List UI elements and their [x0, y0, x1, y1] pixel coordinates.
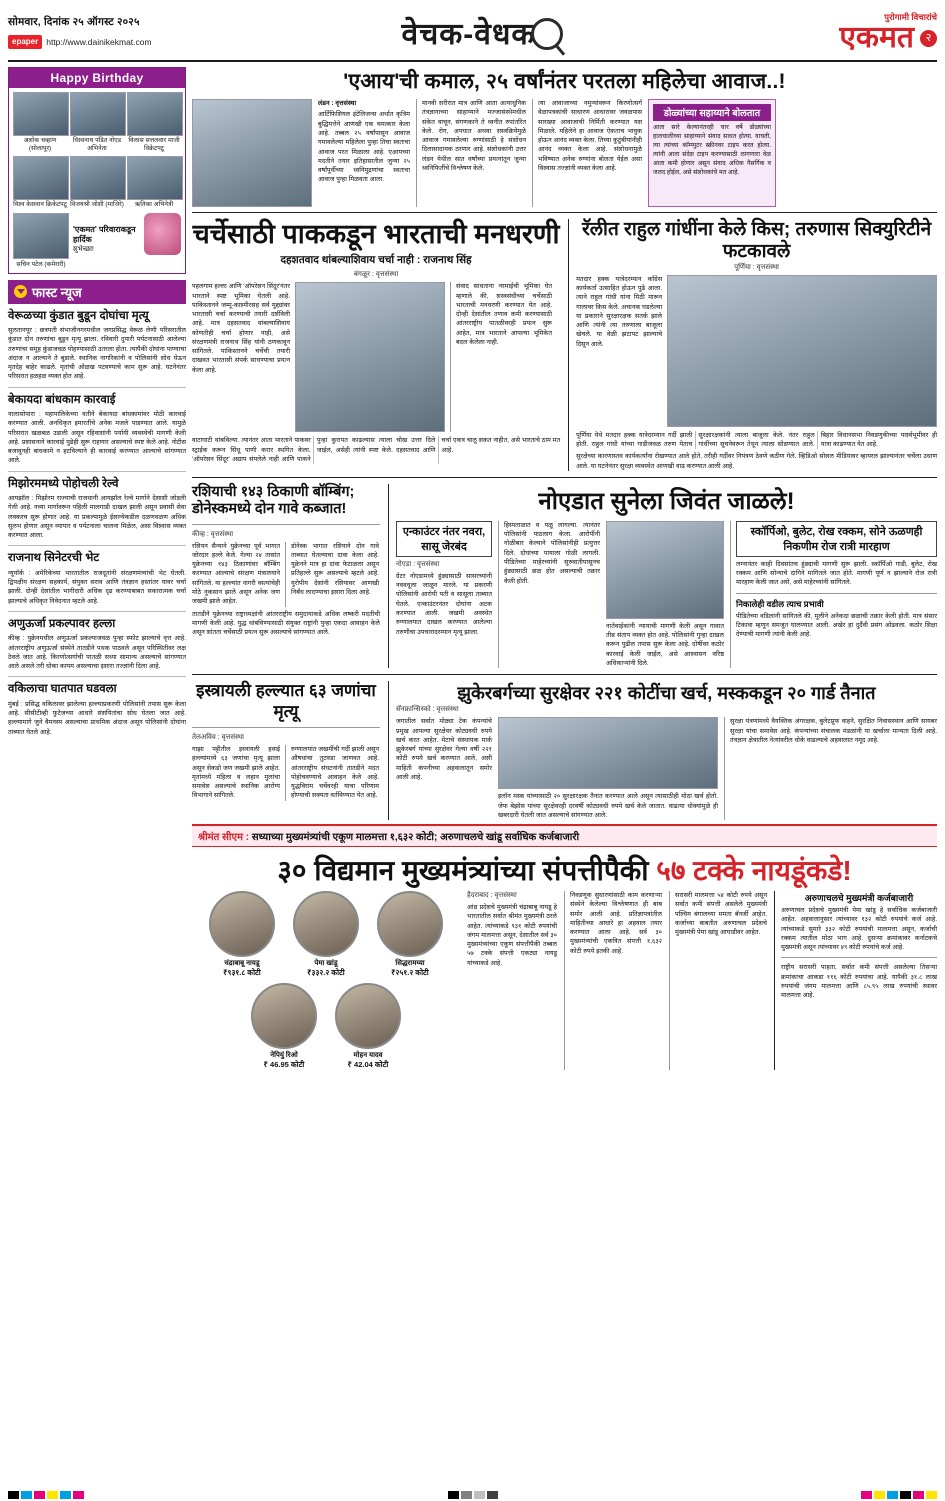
lead-sidebar-body: आता सारे केल्यानंतरही चार वर्षे डोळ्यांच्या हालचालीच्या साहाय्याने संवाद साधत होत्या. वाचती, त्या त्यांच्या कॉम्प्युटर स्क्रीनवर टाइप करत होत्या. त्यांनी आता संदेश टाइप करण्यासाठी लागणारा वेळ आता कमी होणार असून संवाद अधिक नैसर्गिक व जलद होईल, असे संशोधकांचे मत आहे.: [653, 124, 771, 176]
person-name: ऋतिका अभिनेत्री: [134, 200, 174, 208]
article-pakistan[interactable]: [192, 219, 560, 471]
happy-birthday-box: [8, 67, 186, 274]
lead-col-2: मानवी शरीरात मात्र आणि आता अत्याधुनिक तंत्रज्ञानाच्या साहाय्याने मज्जासंस्थेमधील संकेत वाचून, संगणकाने ते ध्वनीत रुपांतरित केले. रोग, अपघात अथवा शस्त्रक्रियेमुळे आवाज गमावलेल्या रुग्णांसाठी हे संशोधन दिलासादायक ठरणार आहे. संशोधकांनी उत्तर लंडन येथील सात वर्षांच्या प्रयत्नांतून जुन्या ध्वनिफितींचे विश्लेषण केले.: [416, 99, 526, 207]
fast-news-heading: फास्ट न्यूज: [32, 284, 82, 300]
left-column: [8, 67, 186, 1447]
rally-photo: [667, 275, 937, 427]
person-name: विश्वनाथ पंडित नोएड अभिनेता: [72, 137, 122, 152]
avatar: [209, 891, 275, 957]
zuck-dateline: सॅनफ्रान्सिस्को : वृत्तसंस्था: [396, 706, 459, 714]
leader-card[interactable]: [203, 891, 281, 978]
pak-text-3: संवाद साधताना नरमाईची भूमिका घेत म्हणाले की, शस्त्रसंधीच्या चर्चेसाठी भारताची मनधरणी करण्यात येत आहे. दोन्ही देशांतील तणाव कमी करण्यासाठी आंतरराष्ट्रीय पातळीवरही प्रयत्न सुरू आहेत, मात्र भारताने आपल्या भूमिकेत बदल केलेला नाही.: [450, 282, 552, 432]
avatar: [335, 983, 401, 1049]
leader-card[interactable]: [287, 891, 365, 978]
article-russia[interactable]: [192, 484, 380, 668]
masthead: [8, 6, 937, 62]
person-photo: [13, 156, 69, 200]
section-title-part1: वेचक: [401, 17, 464, 51]
brand-tagline: पुरोगामी विचारांचे: [884, 11, 937, 22]
list-item[interactable]: [8, 546, 186, 612]
news-title: वेरूळच्या कुंडात बुडून दोघांचा मृत्यू: [8, 309, 149, 322]
news-title: राजनाथ सिनेटरची भेट: [8, 552, 100, 565]
zuck-text-3: सुरक्षा यंत्रणांमध्ये वैयक्तिक अंगरक्षक, बुलेटप्रूफ वाहने, सुरक्षित निवासस्थान आणि सायबर सुरक्षा यांचा समावेश आहे. कंपन्यांच्या संचालक मंडळांनी या खर्चाला मान्यता दिली आहे. तंत्रज्ञान क्षेत्रातील नेत्यांवरील धोके वाढल्याचे अहवालात नमूद आहे.: [724, 717, 937, 820]
leader-name: मोहन यादव: [353, 1052, 383, 1060]
birthday-person: [13, 156, 67, 209]
leader-name: पेमा खांडू: [314, 960, 338, 968]
section-title-part2: -वेधक: [463, 17, 536, 51]
lead-photo: [192, 99, 312, 207]
article-chief-ministers[interactable]: [192, 847, 937, 1070]
person-name: सचिन पटेल (कमेरारी): [16, 260, 66, 268]
leader-amount: ₹ 46.95 कोटी: [263, 1060, 305, 1070]
cm-side-title: अरुणाचलचे मुख्यमंत्री कर्जबाजारी: [804, 893, 914, 904]
article-rally[interactable]: [568, 219, 937, 471]
lead-sidebar-title: डोळ्यांच्या सहाय्याने बोलतात: [653, 104, 771, 121]
person-name: अशोक चव्हाण (सोलापूर): [23, 137, 57, 152]
noida-text-1: ग्रेटर नोएडामध्ये हुंड्यासाठी सासरच्यांनी नववधूला जाळून मारले. या प्रकरणी पोलिसांनी आरोपी पती व सासूला ताब्यात घेतले. एन्काउंटरनंतर दोघांना अटक करण्यात आली. जखमी अवस्थेत रुग्णालयात दाखल करण्यात आलेल्या तरुणीचा उपचारादरम्यान मृत्यू झाला.: [396, 572, 492, 636]
rally-text-3: सुरक्षेच्या कारणास्तव कार्यकर्त्यांना रोखण्यात आले होते, तरीही गर्दीवर नियंत्रण ठेवणे कठीण गेले. व्हिडिओ सोशल मीडियावर व्हायरल झाल्यानंतर चर्चेला उधाण आले. या घटनेनंतर सुरक्षा व्यवस्थेत आणखी वाढ करण्यात आली आहे.: [576, 453, 937, 470]
masthead-brand: [747, 12, 937, 53]
cm-headline-part2: ५७ टक्के नायडूंकडे!: [656, 855, 852, 887]
leader-amount: ₹२५१.२ कोटी: [391, 968, 429, 978]
pak-subhead: दहशतवाद थांबल्याशिवाय चर्चा नाही : राजनाथ सिंह: [280, 254, 472, 267]
masthead-left: [8, 15, 218, 49]
israel-text-2: रुग्णालयांत जखमींची गर्दी झाली असून औषधांचा तुटवडा जाणवत आहे. आंतरराष्ट्रीय संघटनांनी तातडीने मदत पोहोचवण्याचे आवाहन केले आहे. युद्धविराम चर्चेवरही याचा परिणाम होण्याची शक्यता वर्तविण्यात येत आहे.: [285, 745, 379, 801]
news-body: सुलतानपूर : छत्रपती संभाजीनगरमधील जगप्रसिद्ध वेरूळ लेणी परिसरातील कुंडात दोन तरुणांचा बुडून मृत्यू झाला. रविवारी दुपारी पर्यटनासाठी आलेल्या तरुणांचा समूह कुंडाजवळ पोहण्यासाठी उतरला होता. त्यापैकी दोघांना पाण्याचा अंदाज न आल्याने ते बुडाले. स्थानिक नागरिकांनी व पोलिसांनी शोध घेऊन मृतदेह बाहेर काढले. मृतांची ओळख पटवण्याचे काम सुरू आहे. घटनेनंतर परिसरात हळहळ व्यक्त होत आहे.: [8, 326, 186, 381]
russia-dateline: कीव्ह : वृत्तसंस्था: [192, 530, 234, 538]
noida-headline: नोएडात सुनेला जिवंत जाळले!: [538, 487, 795, 515]
leader-amount: ₹९३१.८ कोटी: [223, 968, 261, 978]
main-column: [192, 67, 937, 1447]
cm-leader-row-2: [192, 983, 460, 1070]
lead-col-1: [318, 99, 410, 207]
zuck-photo: [498, 717, 718, 789]
news-body: मुंबई : प्रसिद्ध वकिलावर झालेल्या हल्ल्याप्रकरणी पोलिसांनी तपास सुरू केला आहे. सीसीटीव्ही फुटेजच्या आधारे संशयितांचा शोध घेतला जात आहे. हल्ल्यामागे जुने वैमनस्य असल्याचा प्राथमिक अंदाज असून पोलिसांनी दोघांना ताब्यात घेतले आहे.: [8, 700, 186, 736]
birthday-wish-line2: शुभेच्छा!: [73, 246, 94, 254]
lead-article[interactable]: [192, 67, 937, 213]
happy-birthday-heading: Happy Birthday: [9, 68, 185, 88]
cm-dateline: हैदराबाद : वृत्तसंस्था: [467, 892, 517, 900]
noida-text-3: नातेवाईकांनी न्यायाची मागणी केली असून गावात तीव्र संताप व्यक्त होत आहे. पोलिसांनी गुन्हा दाखल करून पुढील तपास सुरू केला आहे. दोषींवर कठोर कारवाई केली जाईल, असे आश्वासन वरिष्ठ अधिकाऱ्यांनी दिले.: [606, 622, 724, 667]
cm-banner-text: सध्याच्या मुख्यमंत्र्यांची एकूण मालमत्ता १,६३२ कोटी; अरुणाचलचे खांडू सर्वाधिक कर्जबाजारी: [251, 832, 580, 844]
pak-headline: चर्चेसाठी पाककडून भारताची मनधरणी: [192, 219, 560, 249]
cm-banner-label: श्रीमंत सीएम :: [198, 832, 250, 844]
noida-subbox: एन्काउंटर नंतर नवरा, सासू जेरबंद: [396, 521, 492, 557]
israel-text-1: गाझा पट्टीतील इस्त्रायली हवाई हल्ल्यांमध्ये ६३ जणांचा मृत्यू झाला असून शेकडो जण जखमी झाले आहेत. मृतांमध्ये महिला व लहान मुलांचा समावेश असल्याचे स्थानिक आरोग्य विभागाने सांगितले.: [192, 746, 280, 800]
rally-text-1: मतदार हक्क यात्रेदरम्यान काँग्रेस कार्यकर्ता उत्साहित होऊन पुढे आला. त्याने राहुल गांधी यांना मिठी मारून गालावर किस केले. अचानक घडलेल्या या प्रकाराने सुरक्षारक्षक सतर्क झाले आणि त्यांनी त्या तरुणाला बाजूला खेचले. या वेळी झटापट झाल्याचे दिसून आले.: [576, 275, 663, 348]
noida-side-body-2: पीडितेच्या वडिलांनी सांगितले की, मुलीने अनेकदा छळाची तक्रार केली होती. मात्र संसार टिकावा म्हणून समजूत घालण्यात आली. अखेर हा दुर्दैवी प्रसंग ओढवला. कठोर शिक्षा देण्याची मागणी त्यांनी केली आहे.: [736, 612, 937, 639]
birthday-wish-line1: 'एकमत' परिवाराकडून हार्दिक: [73, 224, 136, 244]
russia-text-1: रशियन सैन्याने युक्रेनच्या पूर्व भागात जोरदार हल्ले केले. गेल्या २४ तासांत युक्रेनच्या १४३ ठिकाणांवर बॉम्बिंग करण्यात आल्याचे संरक्षण मंत्रालयाने सांगितले. या हल्ल्यांत नागरी वस्त्यांचेही मोठे नुकसान झाले असून अनेक जण जखमी झाले आहेत.: [192, 542, 280, 606]
cm-text-2: निवडणूक सुधारणांसाठी काम करणाऱ्या संस्थेने केलेल्या विश्लेषणात ही बाब समोर आली आहे. प्रतिज्ञापत्रांतील माहितीच्या आधारे हा अहवाल तयार करण्यात आला आहे. सर्व ३० मुख्यमंत्र्यांची एकत्रित संपत्ती १,६३२ कोटी रुपये इतकी आहे.: [564, 891, 662, 1070]
page-number: २: [920, 30, 937, 47]
zuck-headline: झुकेरबर्गच्या सुरक्षेवर २२१ कोटींचा खर्च, मस्ककडून २० गार्ड तैनात: [457, 683, 876, 704]
noida-side-title: स्कॉर्पिओ, बुलेट, रोख रक्कम, सोने ऊळणही निकणीम रोज रात्री मारहाण: [736, 521, 937, 557]
noida-side-body: लग्नानंतर काही दिवसांतच हुंड्याची मागणी सुरू झाली. स्कॉर्पिओ गाडी, बुलेट, रोख रक्कम आणि सोन्याचे दागिने मागितले जात होते. मागणी पूर्ण न झाल्याने रोज रात्री मारहाण केली जात असे, असे माहेरच्यांनी सांगितले.: [736, 560, 937, 587]
cm-leader-row-1: [192, 891, 460, 978]
leader-name: नेपियुं रिओ: [270, 1052, 298, 1060]
color-bar-left: [8, 1491, 84, 1499]
person-photo: [127, 92, 183, 136]
news-title: वकिलाचा घातपात घडवला: [8, 683, 117, 696]
rally-dateline: पूर्णिया : वृत्तसंस्था: [734, 263, 779, 271]
leader-card[interactable]: [245, 983, 323, 1070]
list-item[interactable]: [8, 472, 186, 547]
birthday-person: [70, 92, 124, 153]
cm-headline-part1: ३० विद्यमान मुख्यमंत्र्यांच्या संपत्तीपैकी: [277, 855, 657, 887]
noida-dateline: नोएडा : वृत्तसंस्था: [396, 560, 440, 568]
israel-headline: इस्त्रायली हल्ल्यात ६३ जणांचा मृत्यू: [196, 681, 376, 721]
leader-name: सिद्धरामय्या: [395, 960, 425, 968]
news-body: कीव्ह : युक्रेनमधील अणुऊर्जा प्रकल्पाजवळ पुन्हा स्फोट झाल्याचे वृत्त आहे. आंतरराष्ट्रीय अणुऊर्जा संस्थेने तातडीने पथक पाठवले असून परिस्थितीवर लक्ष ठेवले जात आहे. किरणोत्सर्गाची पातळी सध्या सामान्य असल्याचे सांगण्यात आले असले तरी धोका कायम असल्याचा इशारा तज्ज्ञांनी दिला आहे.: [8, 635, 186, 671]
pak-dateline: बंगळूर : वृत्तसंस्था: [353, 271, 399, 279]
birthday-wish: [73, 213, 140, 268]
chevron-down-icon: [14, 285, 27, 298]
cm-text-1: आंध्र प्रदेशचे मुख्यमंत्री चंद्राबाबू नायडू हे भारतातील सर्वात श्रीमंत मुख्यमंत्री ठरले आहेत. त्यांच्याकडे ९३१ कोटी रुपयांची जंगम मालमत्ता असून, देशातील सर्व ३० मुख्यमंत्र्यांच्या एकूण संपत्तीपैकी तब्बल ५७ टक्के संपत्ती एकट्या नायडू यांच्याकडे आहे.: [467, 904, 557, 967]
color-bar-right: [861, 1491, 937, 1499]
list-item[interactable]: [8, 304, 186, 388]
avatar: [293, 891, 359, 957]
color-registration-bar: [8, 1491, 937, 1499]
israel-dateline: तेलअविव : वृत्तसंस्था: [192, 734, 244, 741]
pak-text-1: पहलगाम हल्ला आणि 'ऑपरेशन सिंदूर'नंतर भारताने स्पष्ट भूमिका घेतली आहे. पाकिस्तानने जम्मू-काश्मीरसह सर्व मुद्द्यांवर भारताशी चर्चा करण्याची तयारी दर्शविली आहे. मात्र दहशतवाद थांबल्याशिवाय कोणतीही चर्चा होणार नाही, असे संरक्षणमंत्री राजनाथ सिंह यांनी ठणकावून सांगितले. पाकिस्तानने चर्चेची तयारी दाखवत भारताशी संपर्क साधण्याचा प्रयत्न केला आहे.: [192, 283, 290, 374]
pak-text-2: वाटाघाटी थांबविल्या. त्यानंतर आता भारताने पाकवर स्ट्राईक करून सिंधू पाणी करार स्थगित केला. 'ऑपरेशन सिंदूर' अद्याप संपलेले नाही आणि पाकने पुन्हा कुरापत काढल्यास त्याला चोख उत्तर दिले जाईल, असेही त्यांनी स्पष्ट केले. दहशतवाद आणि चर्चा एकत्र चालू शकत नाहीत, असे भारताचे ठाम मत आहे.: [192, 437, 561, 463]
rally-text-2: पूर्णिया येथे मतदार हक्क यात्रेदरम्यान गर्दी झाली होती. राहुल गांधी यांच्या गाडीजवळ तरुण येताच सुरक्षारक्षकांनी त्याला बाजूला केले. नंतर राहुल गांधींच्या सूचनेवरून तेथून त्याला सोडण्यात आले. बिहार विधानसभा निवडणुकीच्या पार्श्वभूमीवर ही यात्रा काढण्यात येत आहे.: [576, 431, 937, 448]
pak-photo: [295, 282, 445, 432]
avatar: [377, 891, 443, 957]
publication-date: सोमवार, दिनांक २५ ऑगस्ट २०२५: [8, 16, 140, 29]
avatar: [251, 983, 317, 1049]
leader-amount: ₹ 42.04 कोटी: [347, 1060, 389, 1070]
russia-text-2: डोनेस्क भागात रशियाने दोन गावे ताब्यात घेतल्याचा दावा केला आहे. युक्रेनने मात्र हा दावा फेटाळला असून प्रतिहल्ले सुरू असल्याचे म्हटले आहे. युरोपीय देशांनी रशियावर आणखी निर्बंध लादण्याचा इशारा दिला आहे.: [285, 542, 379, 607]
person-photo: [70, 92, 126, 136]
cm-side-body-2: राष्ट्रीय सरासरी पाहता, सर्वात कमी संपत्ती असलेल्या तिसऱ्या क्रमांकाचा आकडा ११६ कोटी रुपयांचा आहे. यापैकी ३१.८ लाख रुपयांची जंगम मालमत्ता आणि ८५.९५ लाख रुपयांची स्थावर मालमत्ता आहे.: [781, 964, 937, 1000]
color-bar-center: [448, 1491, 498, 1499]
russia-text-3: तातडीने युक्रेनच्या राष्ट्राध्यक्षांनी आंतरराष्ट्रीय समुदायाकडे अधिक लष्करी मदतीची मागणी केली आहे. युद्ध थांबविण्यासाठी संयुक्त राष्ट्रांनी पुन्हा एकदा आवाहन केले असून शांतता चर्चेसाठी प्रयत्न सुरू असल्याचे सांगण्यात आले.: [192, 610, 380, 637]
birthday-person: [13, 92, 67, 153]
person-photo: [70, 156, 126, 200]
lead-sidebar: [648, 99, 776, 207]
news-body: न्यूयॉर्क : अमेरिकेच्या भारतातील राजदूतांनी संरक्षणमंत्र्यांची भेट घेतली. द्विपक्षीय संरक्षण सहकार्य, संयुक्त सराव आणि तंत्रज्ञान हस्तांतर यावर चर्चा झाली. दोन्ही देशांतील भागीदारी अधिक दृढ करण्याबाबत सकारात्मक चर्चा झाल्याचे अधिकृत निवेदनात म्हटले आहे.: [8, 569, 186, 605]
leader-amount: ₹३३२.२ कोटी: [307, 968, 345, 978]
person-photo: [13, 213, 69, 259]
leader-card[interactable]: [329, 983, 407, 1070]
rally-headline: रॅलीत राहुल गांधींना केले किस; तरुणास सिक्युरिटीने फटकावले: [581, 219, 932, 262]
list-item[interactable]: [8, 612, 186, 678]
russia-headline: रशियाची १४३ ठिकाणी बॉम्बिंग; डोनेस्कमध्ये दोन गावे कब्जात!: [192, 483, 355, 518]
brand-logo: एकमत: [839, 20, 914, 54]
person-photo: [127, 156, 183, 200]
cm-text-3: सरासरी मालमत्ता ५४ कोटी रुपये असून सर्वात कमी संपत्ती असलेले मुख्यमंत्री पश्चिम बंगालच्या ममता बॅनर्जी आहेत. कर्जाच्या बाबतीत अरुणाचल प्रदेशचे मुख्यमंत्री पेमा खांडू आघाडीवर आहेत.: [669, 891, 767, 1070]
person-name: विजयश्री जोशी (माजिरे): [70, 200, 124, 208]
birthday-grid: [9, 88, 185, 213]
noida-photo: [606, 521, 724, 619]
zuck-text-2: इलॉन मस्क यांच्यासाठी २० सुरक्षारक्षक तैनात करण्यात आले असून त्यासाठीही मोठा खर्च होतो. जेफ बेझोस यांच्या सुरक्षेवरही दरवर्षी कोट्यवधी रुपये खर्च केले जातात. वाढत्या धोक्यांमुळे ही खबरदारी घेतली जात असल्याचे सांगण्यात आले.: [498, 793, 718, 819]
news-title: अणुऊर्जा प्रकल्पावर हल्ला: [8, 617, 116, 630]
news-title: बेकायदा बांधकाम कारवाई: [8, 393, 116, 406]
cm-side-body: अरुणाचल प्रदेशचे मुख्यमंत्री पेमा खांडू हे सर्वाधिक कर्जबाजारी आहेत. अहवालानुसार त्यांच्यावर १३२ कोटी रुपयांचे कर्ज आहे. त्यांच्याकडे सुमारे ३३२ कोटी रुपयांची मालमत्ता असून, कर्जाची रक्कम त्यातील मोठा भाग आहे. दुसऱ्या क्रमांकावर कर्नाटकचे मुख्यमंत्री असून त्यांच्यावर ४९ कोटी रुपयांचे कर्ज आहे.: [781, 907, 937, 952]
birthday-person: [70, 156, 124, 209]
birthday-person: [127, 92, 181, 153]
cm-headline: [192, 851, 937, 889]
lead-col-3: त्या आवाजाच्या नमुन्यांवरून किरणोत्सर्ग वेळापत्रकांची साधारण आधारावर जवळपास सारख्या आवाजाची निर्मिती करण्यात यश मिळाले. महिलेने हा आवाज ऐकताच भावुक होऊन आनंद व्यक्त केला. तिच्या कुटुंबीयांनीही आनंद व्यक्त केला आहे. संशोधनामुळे भविष्यात अनेक रुग्णांना बोलता येईल असा विश्वास तज्ज्ञांनी व्यक्त केला आहे.: [532, 99, 642, 207]
person-photo: [13, 92, 69, 136]
birthday-person: [127, 156, 181, 209]
cm-banner: [192, 824, 937, 847]
news-title: मिझोरममध्ये पोहोचली रेल्वे: [8, 477, 119, 490]
news-body: आयझॉल : मिझोरम राज्याची राजधानी आयझॉल रेल्वे मार्गाने देशाशी जोडली गेली आहे. नव्या मार्गावरून पहिली मालगाडी दाखल झाली असून प्रवासी सेवा लवकरच सुरू होणार आहे. या प्रकल्पामुळे ईशान्येकडील दळणवळण अधिक सुलभ होणार असून व्यापार व पर्यटनाला चालना मिळेल, असा विश्वास व्यक्त करण्यात आला.: [8, 495, 186, 540]
noida-side-title-2: निकालेही वडील त्याच प्रभावी: [736, 598, 824, 609]
fast-news-heading-bar: [8, 280, 186, 304]
article-israel[interactable]: [192, 681, 380, 820]
zuck-text-1: जगातील सर्वात मोठ्या टेक कंपन्यांचे प्रमुख आपल्या सुरक्षेवर कोट्यवधी रुपये खर्च करत आहेत. मेटाचे संस्थापक मार्क झुकेरबर्ग यांच्या सुरक्षेवर गेल्या वर्षी २२१ कोटी रुपये खर्च करण्यात आले, अशी माहिती कंपनीच्या अहवालातून समोर आली आहे.: [396, 718, 492, 781]
epaper-badge: epaper: [8, 35, 42, 49]
flower-icon: [144, 213, 181, 255]
article-noida[interactable]: [388, 484, 937, 668]
list-item[interactable]: [8, 677, 186, 742]
leader-card[interactable]: [371, 891, 449, 978]
news-body: नालासोपारा : महापालिकेच्या वतीने बेकायदा बांधकामांवर मोठी कारवाई करण्यात आली. अनधिकृत इमारतींचे अनेक मजले पाडण्यात आले. यामुळे परिसरात खळबळ उडाली असून रहिवाशांनी पर्यायी व्यवस्थेची मागणी केली आहे. प्रशासनाने कारवाई पुढेही सुरू राहणार असल्याचे स्पष्ट केले आहे. नोटीस बजावूनही बांधकामे न हटविल्याने ही कारवाई करण्यात आल्याचे सांगण्यात आले.: [8, 411, 186, 465]
leader-name: चंद्राबाबू नायडू: [224, 960, 260, 968]
lead-text-1: आर्टिफिशियल इंटेलिजन्स अर्थात कृत्रिम बुद्धिमत्तेने आणखी एक चमत्कार केला आहे. तब्बल २५ वर्षांपासून आवाज गमावलेल्या महिलेला पुन्हा तिचा स्वतःचा आवाज परत मिळाला आहे. एआयच्या मदतीने तयार इतिहासातील जुन्या २५ वर्षांपूर्वीच्या ध्वनिमुद्रणांचा स्वतःचा आवाज पुन्हा मिळवता आला.: [318, 111, 410, 184]
person-name: विश्व केशवान क्रिकेटपटू: [13, 200, 67, 208]
epaper-url: http://www.dainikekmat.com: [46, 36, 152, 47]
lead-headline: 'एआय'ची कमाल, २५ वर्षांनंतर परतला महिलेचा आवाज..!: [343, 70, 786, 93]
person-name: विलास सत्तलवार माजी विक्रेटपटू: [128, 137, 180, 152]
noida-text-2: हिस्पताळात व पळू लागल्या. त्यानंतर पोलिसांनी पाठलाग केला. आरोपींनी गोळीबार केल्याने पोलिसांनीही प्रत्युत्तर दिले. दोघांच्या पायाला गोळी लागली. पीडितेच्या माहेरच्यांनी सुरुवातीपासूनच हुंड्यासाठी छळ होत असल्याची तक्रार केली होती.: [498, 521, 600, 668]
epaper-link[interactable]: [8, 35, 218, 49]
list-item[interactable]: [8, 388, 186, 472]
lead-dateline: लंडन : वृत्तसंस्था: [318, 100, 357, 107]
article-zuckerberg[interactable]: [388, 681, 937, 820]
masthead-title: [218, 12, 747, 53]
birthday-footer: [9, 213, 185, 273]
magnifier-icon: [531, 18, 563, 50]
